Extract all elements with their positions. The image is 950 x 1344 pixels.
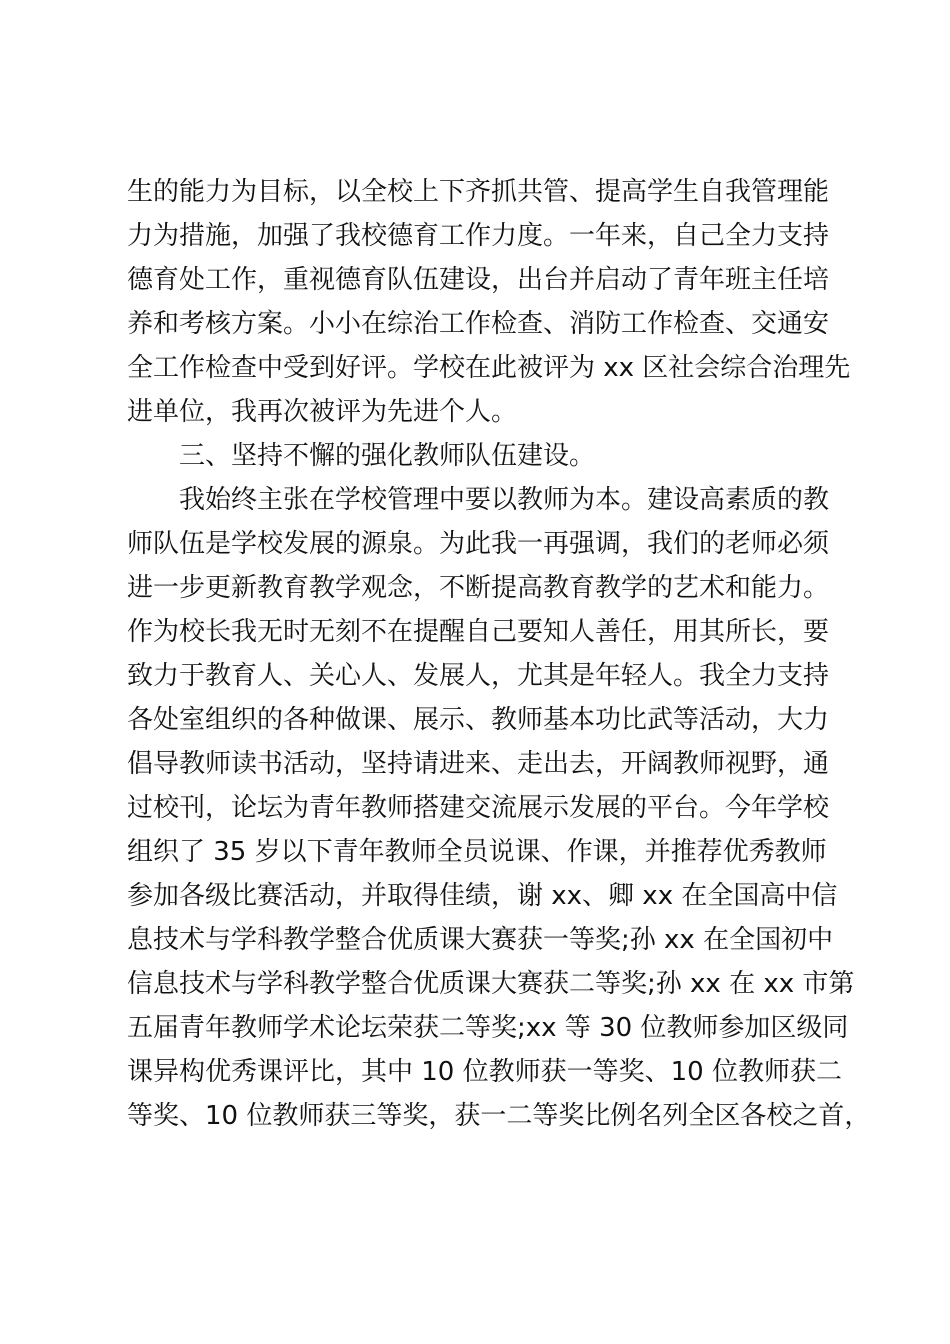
text-line: 进单位，我再次被评为先进个人。 [127, 397, 518, 427]
text-line: 生的能力为目标，以全校上下齐抓共管、提高学生自我管理能 [127, 177, 830, 207]
text-line: 力为措施，加强了我校德育工作力度。一年来，自己全力支持 [127, 221, 830, 251]
text-line: 各处室组织的各种做课、展示、教师基本功比武等活动，大力 [127, 705, 830, 735]
text-line: 德育处工作，重视德育队伍建设，出台并启动了青年班主任培 [127, 265, 830, 295]
text-line: 信息技术与学科教学整合优质课大赛获二等奖;孙 xx 在 xx 市第 [127, 969, 855, 999]
text-line: 全工作检查中受到好评。学校在此被评为 xx 区社会综合治理先 [127, 353, 851, 383]
text-line: 息技术与学科教学整合优质课大赛获一等奖;孙 xx 在全国初中 [127, 925, 834, 955]
section-heading: 三、坚持不懈的强化教师队伍建设。 [179, 441, 596, 471]
text-line: 五届青年教师学术论坛荣获二等奖;xx 等 30 位教师参加区级同 [127, 1013, 849, 1043]
text-line: 致力于教育人、关心人、发展人，尤其是年轻人。我全力支持 [127, 661, 830, 691]
body-text [127, 170, 871, 1138]
text-line: 进一步更新教育教学观念，不断提高教育教学的艺术和能力。 [127, 573, 830, 603]
text-line: 等奖、10 位教师获三等奖，获一二等奖比例名列全区各校之首， [127, 1101, 871, 1131]
text-line: 组织了 35 岁以下青年教师全员说课、作课，并推荐优秀教师 [127, 837, 827, 867]
paragraph-first-line: 我始终主张在学校管理中要以教师为本。建设高素质的教 [179, 485, 830, 515]
text-line: 师队伍是学校发展的源泉。为此我一再强调，我们的老师必须 [127, 529, 830, 559]
text-line: 养和考核方案。小小在综治工作检查、消防工作检查、交通安 [127, 309, 830, 339]
text-line: 作为校长我无时无刻不在提醒自己要知人善任，用其所长，要 [127, 617, 830, 647]
text-line: 过校刊，论坛为青年教师搭建交流展示发展的平台。今年学校 [127, 793, 830, 823]
text-line: 参加各级比赛活动，并取得佳绩，谢 xx、卿 xx 在全国高中信 [127, 881, 838, 911]
text-line: 倡导教师读书活动，坚持请进来、走出去，开阔教师视野，通 [127, 749, 830, 779]
text-line: 课异构优秀课评比，其中 10 位教师获一等奖、10 位教师获二 [127, 1057, 842, 1087]
